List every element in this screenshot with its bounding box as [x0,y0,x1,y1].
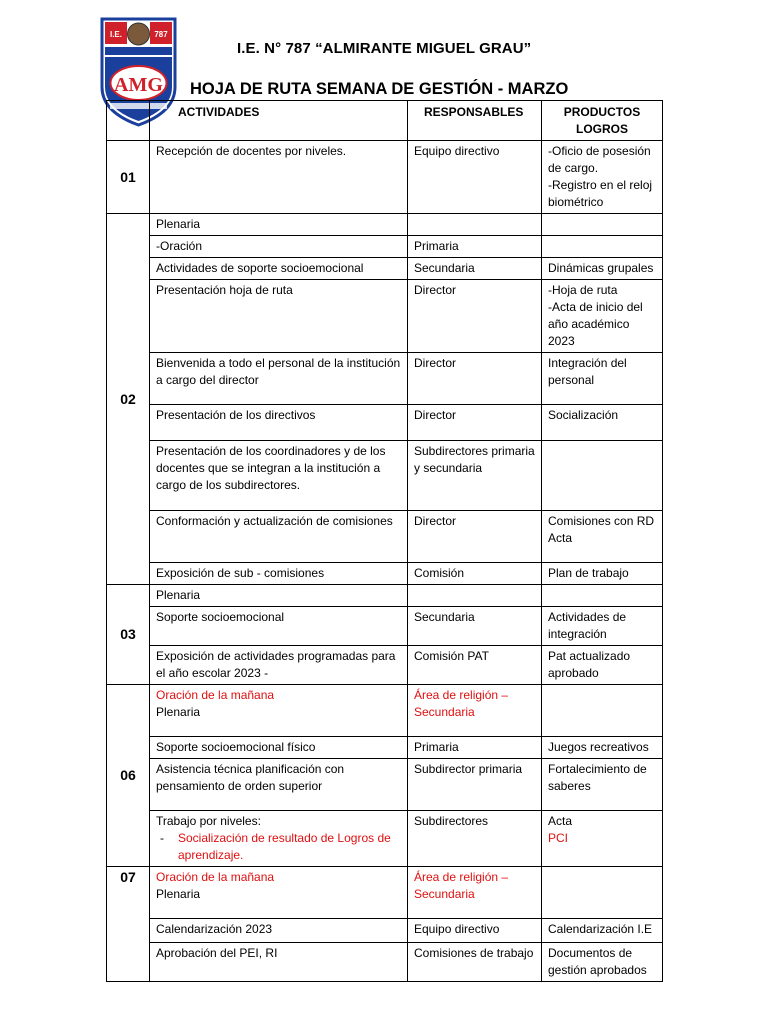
product-cell: Socialización [542,405,663,441]
responsible-cell: Área de religión – Secundaria [408,685,542,737]
table-row [107,258,663,280]
product-line: Comisiones con RD [548,514,655,528]
day-cell: 07 [107,867,150,982]
table-row [107,405,663,441]
table-row [107,607,663,646]
activity-line: Plenaria [156,705,201,719]
school-name: I.E. N° 787 “ALMIRANTE MIGUEL GRAU” [237,40,532,57]
activity-subitem [156,830,401,864]
product-cell [542,214,663,236]
product-line: -Acta de inicio del año académico 2023 [548,300,643,348]
product-cell: Calendarización I.E [542,919,663,943]
product-line: -Registro en el reloj biométrico [548,178,653,209]
table-row [107,214,663,236]
activity-cell [150,811,408,867]
activity-cell: Recepción de docentes por niveles. [150,141,408,214]
activity-cell [150,685,408,737]
product-cell: Pat actualizado aprobado [542,646,663,685]
product-cell: Plan de trabajo [542,563,663,585]
responsible-cell [408,214,542,236]
product-line: Acta [548,814,573,828]
activity-line-highlight: Oración de la mañana [156,870,275,884]
product-cell: Documentos de gestión aprobados [542,943,663,982]
activity-cell: Exposición de actividades programadas para el año escolar 2023 - [150,646,408,685]
responsible-cell: Comisión [408,563,542,585]
responsible-cell: Director [408,280,542,353]
route-table [106,100,663,982]
activity-cell: Aprobación del PEI, RI [150,943,408,982]
table-row [107,646,663,685]
table-row [107,943,663,982]
product-cell [542,141,663,214]
logo-acronym: AMG [114,74,163,96]
table-row [107,441,663,511]
product-cell [542,511,663,563]
table-row [107,280,663,353]
product-cell: Integración del personal [542,353,663,405]
activity-cell: Soporte socioemocional físico [150,737,408,759]
responsible-cell: Comisiones de trabajo [408,943,542,982]
product-cell [542,236,663,258]
header-productos: PRODUCTOS LOGROS [542,101,663,141]
product-cell: Juegos recreativos [542,737,663,759]
table-row [107,563,663,585]
table-row [107,811,663,867]
table-row [107,685,663,737]
day-cell: 03 [107,585,150,685]
responsible-cell: Secundaria [408,258,542,280]
responsible-cell: Director [408,511,542,563]
responsible-cell: Director [408,353,542,405]
product-cell [542,811,663,867]
responsible-cell: Subdirectores [408,811,542,867]
activity-cell: Soporte socioemocional [150,607,408,646]
table-row [107,919,663,943]
responsible-cell: Subdirector primaria [408,759,542,811]
list-dash: - [160,831,164,845]
product-line: -Hoja de ruta [548,283,618,297]
activity-cell: Plenaria [150,585,408,607]
table-row [107,236,663,258]
table-header-row [107,101,663,141]
logo-number-text: 787 [154,30,168,39]
table-row [107,511,663,563]
product-cell [542,441,663,511]
activity-cell [150,867,408,919]
responsible-cell: Área de religión – Secundaria [408,867,542,919]
responsible-cell [408,585,542,607]
table-row [107,141,663,214]
responsible-cell: Director [408,405,542,441]
activity-cell: Conformación y actualización de comisiones [150,511,408,563]
responsible-cell: Primaria [408,737,542,759]
product-cell: Actividades de integración [542,607,663,646]
activity-cell: Actividades de soporte socioemocional [150,258,408,280]
table-row [107,759,663,811]
product-cell: Fortalecimiento de saberes [542,759,663,811]
activity-cell: Presentación hoja de ruta [150,280,408,353]
logo-portrait-icon [128,23,150,45]
document-title: HOJA DE RUTA SEMANA DE GESTIÓN - MARZO [190,80,569,98]
responsible-cell: Subdirectores primaria y secundaria [408,441,542,511]
table-row [107,585,663,607]
product-cell [542,280,663,353]
responsible-cell: Primaria [408,236,542,258]
logo-ie-text: I.E. [109,30,123,39]
header-responsables: RESPONSABLES [408,101,542,141]
header-day-cell [107,101,150,141]
activity-subitem-text: Socialización de resultado de Logros de aprendizaje. [178,831,391,862]
day-cell: 06 [107,685,150,867]
day-cell: 02 [107,214,150,585]
responsible-cell: Comisión PAT [408,646,542,685]
activity-cell: -Oración [150,236,408,258]
product-line: Acta [548,531,573,545]
activity-line: Plenaria [156,887,201,901]
responsible-cell: Secundaria [408,607,542,646]
activity-cell: Bienvenida a todo el personal de la institución a cargo del director [150,353,408,405]
activity-cell: Presentación de los coordinadores y de los docentes que se integran a la institución a cargo de los subdirectores. [150,441,408,511]
table-row [107,737,663,759]
day-cell: 01 [107,141,150,214]
product-line-highlight: PCI [548,831,569,845]
responsible-cell: Equipo directivo [408,141,542,214]
table-row [107,867,663,919]
product-cell [542,685,663,737]
activity-cell: Exposición de sub - comisiones [150,563,408,585]
activity-cell: Presentación de los directivos [150,405,408,441]
logo-center-band [105,47,172,55]
product-cell: Dinámicas grupales [542,258,663,280]
responsible-cell: Equipo directivo [408,919,542,943]
product-cell [542,585,663,607]
activity-cell: Plenaria [150,214,408,236]
header-actividades: ACTIVIDADES [150,101,408,141]
product-cell [542,867,663,919]
product-line: -Oficio de posesión de cargo. [548,144,651,175]
activity-line-highlight: Oración de la mañana [156,688,275,702]
table-row [107,353,663,405]
activity-line: Trabajo por niveles: [156,814,261,828]
activity-cell: Calendarización 2023 [150,919,408,943]
activity-cell: Asistencia técnica planificación con pensamiento de orden superior [150,759,408,811]
